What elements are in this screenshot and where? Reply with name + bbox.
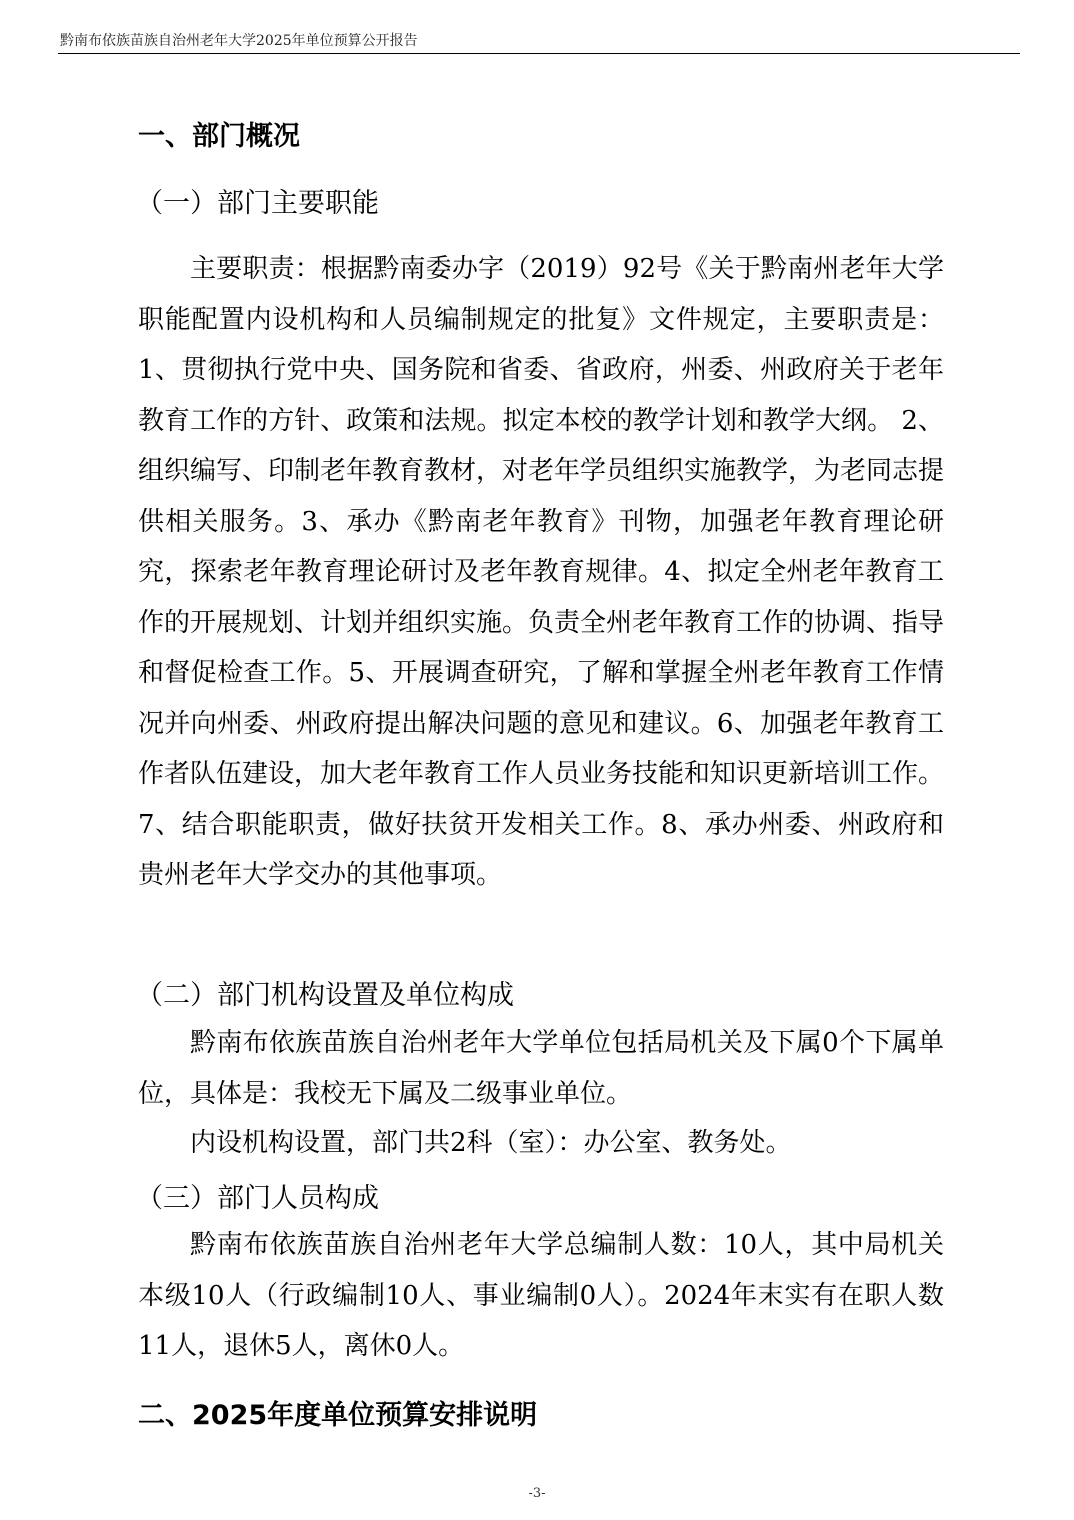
header-divider bbox=[58, 53, 1020, 54]
subsection-heading-staff: （三）部门人员构成 bbox=[136, 1183, 379, 1214]
running-header: 黔南布依族苗族自治州老年大学2025年单位预算公开报告 bbox=[60, 33, 418, 49]
paragraph-staff: 黔南布依族苗族自治州老年大学总编制人数：10人，其中局机关本级10人（行政编制10人、事业编制0人）。2024年末实有在职人数11人，退休5人，离休0人。 bbox=[138, 1230, 944, 1361]
paragraph-structure-offices: 内设机构设置，部门共2科（室）：办公室、教务处。 bbox=[190, 1128, 792, 1158]
subsection-heading-functions: （一）部门主要职能 bbox=[136, 188, 379, 219]
section-heading-budget: 二、2025年度单位预算安排说明 bbox=[138, 1400, 538, 1431]
paragraph-functions: 主要职责：根据黔南委办字（2019）92号《关于黔南州老年大学职能配置内设机构和人员编制规定的批复》文件规定，主要职责是：1、贯彻执行党中央、国务院和省委、省政府，州委、州政府关于老年教育工作的方针、政策和法规。拟定本校的教学计划和教学大纲。 2、组织编写、印制老年教育教材，对老年学员组织实施教学，为老同志提供相关服务。3、承办《黔南老年教育》刊物，加强老年教育理论研究，探索老年教育理论研讨及老年教育规律。4、拟定全州老年教育工作的开展规划、计划并组织实施。负责全州老年教育工作的协调、指导和督促检查工作。5、开展调查研究，了解和掌握全州老年教育工作情况并向州委、州政府提出解决问题的意见和建议。6、加强老年教育工作者队伍建设，加大老年教育工作人员业务技能和知识更新培训工作。7、结合职能职责，做好扶贫开发相关工作。8、承办州委、州政府和贵州老年大学交办的其他事项。 bbox=[138, 254, 945, 890]
page-number: -3- bbox=[528, 1486, 546, 1501]
section-heading-overview: 一、部门概况 bbox=[138, 121, 300, 152]
paragraph-structure-units: 黔南布依族苗族自治州老年大学单位包括局机关及下属0个下属单位，具体是：我校无下属及二级事业单位。 bbox=[138, 1028, 944, 1109]
subsection-heading-structure: （二）部门机构设置及单位构成 bbox=[136, 980, 514, 1011]
